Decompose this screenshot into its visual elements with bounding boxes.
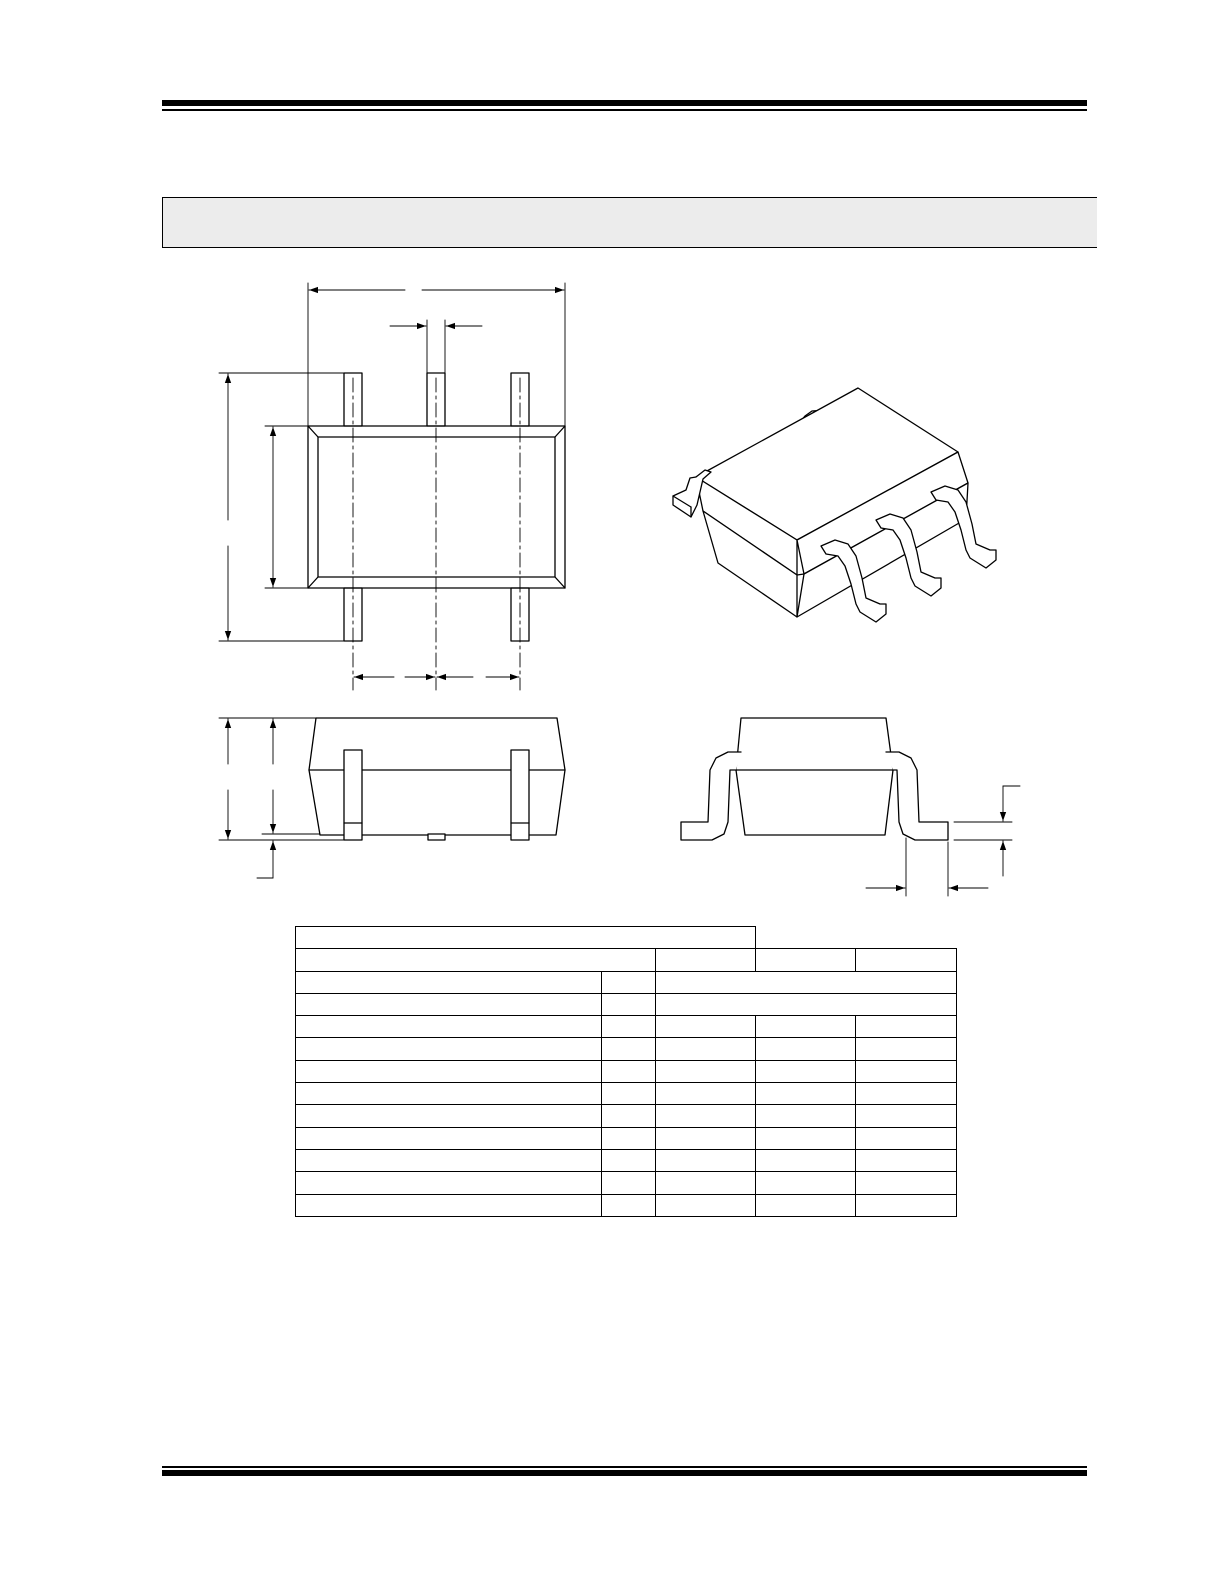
footer-thin-rule	[162, 1466, 1087, 1468]
table-cell	[756, 1105, 856, 1127]
isometric-view	[673, 388, 996, 622]
table-cell	[602, 1016, 656, 1038]
table-cell	[602, 1127, 656, 1149]
table-row	[296, 1060, 957, 1082]
table-cell	[656, 1127, 756, 1149]
table-cell	[856, 1038, 957, 1060]
table-cell	[656, 949, 756, 971]
table-cell	[296, 1172, 602, 1194]
table-cell	[602, 1172, 656, 1194]
table-cell	[856, 949, 957, 971]
table-cell	[296, 971, 602, 993]
table-cell	[856, 1194, 957, 1216]
table-cell	[296, 1127, 602, 1149]
table-cell	[656, 1105, 756, 1127]
table-cell	[602, 1149, 656, 1171]
table-cell	[296, 1038, 602, 1060]
table-cell	[656, 1016, 756, 1038]
table-cell	[756, 1038, 856, 1060]
table-cell	[602, 1105, 656, 1127]
table-cell	[756, 1060, 856, 1082]
side-view-body	[736, 718, 893, 835]
table-cell	[856, 1149, 957, 1171]
dimension-table	[295, 926, 957, 1217]
table-row	[296, 993, 957, 1015]
footer-thick-rule	[162, 1470, 1087, 1476]
table-row	[296, 1083, 957, 1105]
table-cell	[756, 949, 856, 971]
table-cell	[756, 1194, 856, 1216]
table-cell	[656, 1083, 756, 1105]
table-cell	[856, 1083, 957, 1105]
table-cell	[856, 1127, 957, 1149]
table-cell	[296, 993, 602, 1015]
table-cell	[856, 1016, 957, 1038]
front-view	[219, 718, 565, 878]
table-cell	[656, 993, 957, 1015]
table-cell	[656, 1060, 756, 1082]
table-row	[296, 1149, 957, 1171]
table-row	[296, 1038, 957, 1060]
table-cell	[656, 1172, 756, 1194]
table-cell	[296, 1194, 602, 1216]
table-cell	[296, 949, 656, 971]
table-cell	[756, 1016, 856, 1038]
table-cell	[656, 971, 957, 993]
table-cell	[602, 1194, 656, 1216]
table-cell	[296, 1083, 602, 1105]
table-cell	[756, 1172, 856, 1194]
table-cell	[856, 1172, 957, 1194]
table-cell	[656, 1149, 756, 1171]
top-view-body	[308, 426, 565, 588]
table-cell	[602, 993, 656, 1015]
table-cell	[602, 971, 656, 993]
table-subheader-row	[296, 949, 957, 971]
table-cell	[656, 1194, 756, 1216]
table-row	[296, 1127, 957, 1149]
side-view	[681, 718, 1020, 896]
table-cell	[756, 1149, 856, 1171]
table-cell	[756, 1083, 856, 1105]
table-cell	[602, 1060, 656, 1082]
table-cell	[296, 927, 756, 949]
table-row	[296, 1016, 957, 1038]
table-cell	[656, 1038, 756, 1060]
table-cell	[602, 1038, 656, 1060]
table-row	[296, 1194, 957, 1216]
top-view	[219, 283, 565, 690]
table-header-row	[296, 927, 957, 949]
table-row	[296, 1105, 957, 1127]
table-cell	[856, 1060, 957, 1082]
table-row	[296, 971, 957, 993]
table-cell	[602, 1083, 656, 1105]
table-cell	[856, 1105, 957, 1127]
table-cell	[756, 1127, 856, 1149]
table-cell	[296, 1016, 602, 1038]
table-cell	[296, 1105, 602, 1127]
table-cell	[296, 1149, 602, 1171]
table-row	[296, 1172, 957, 1194]
table-cell	[296, 1060, 602, 1082]
